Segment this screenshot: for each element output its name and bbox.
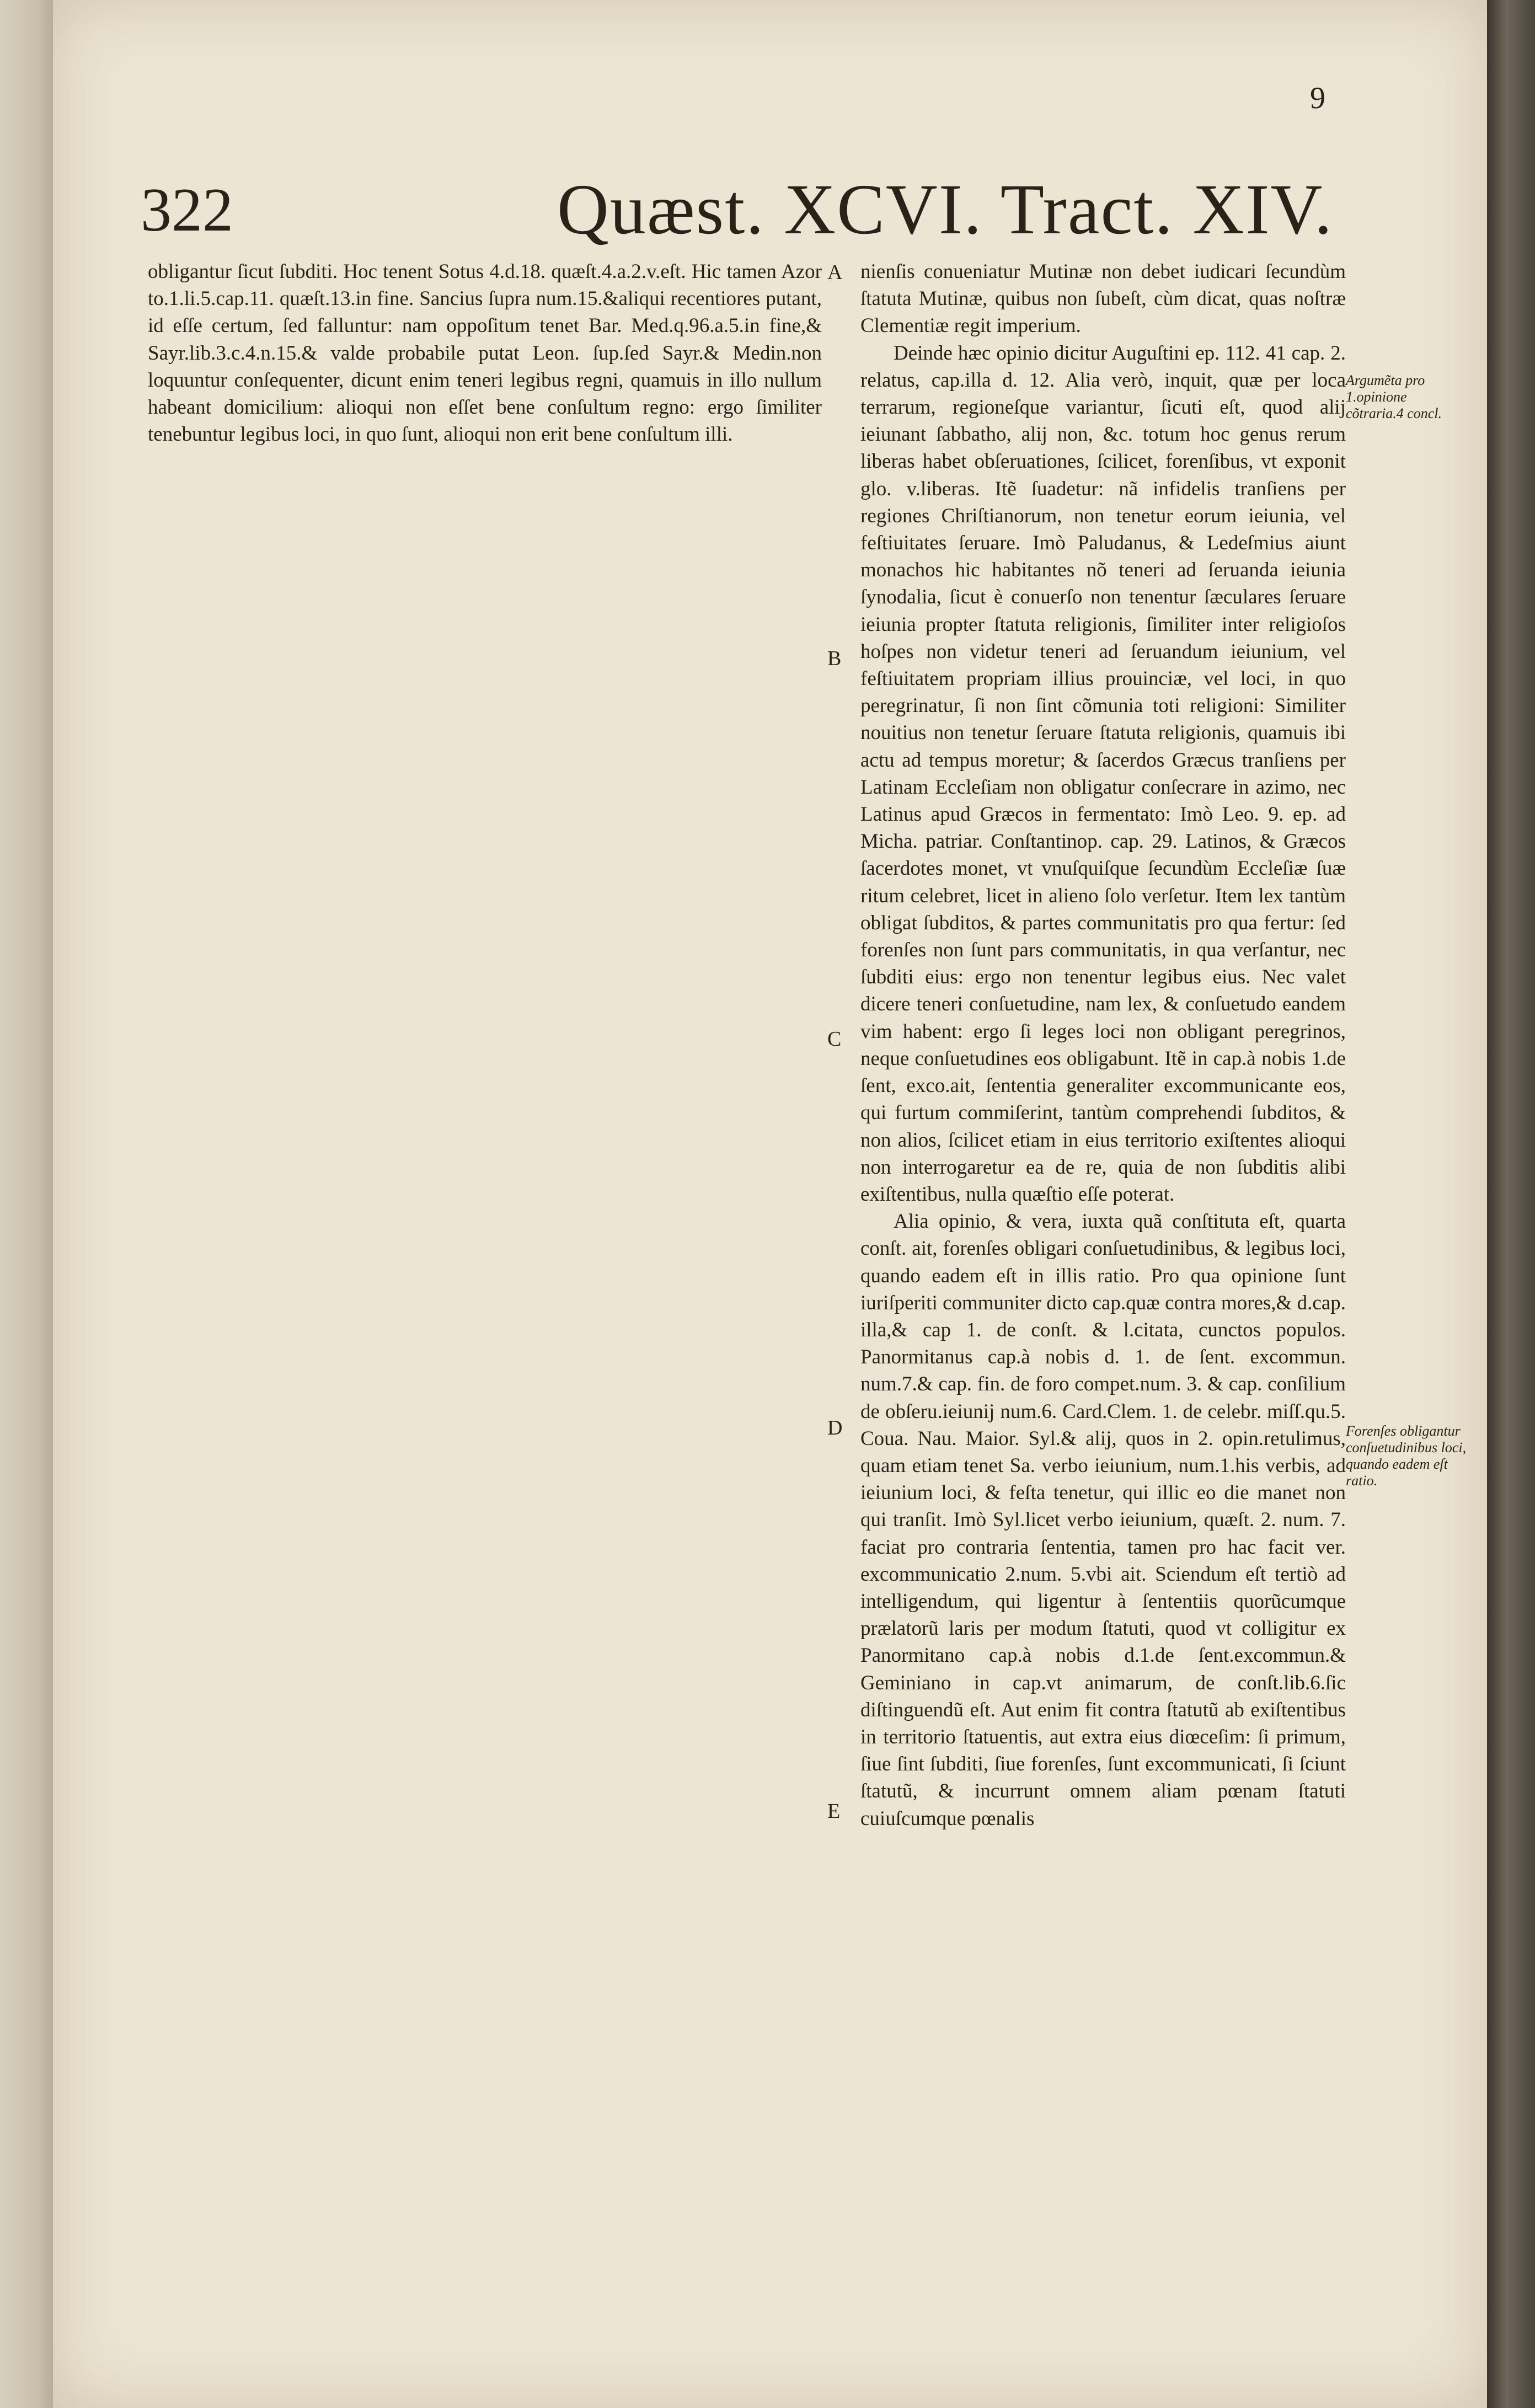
margin-note-2: Forenſes obligantur conſuetudinibus loci, quando eadem eſt ratio. [1346,1423,1467,1489]
section-letter-d: D [827,1416,843,1440]
section-letter-e: E [827,1800,841,1823]
section-letter-c: C [827,1028,842,1051]
right-paragraph-1: nienſis conueniatur Mutinæ non debet iudicari ſecundùm ſtatuta Mutinæ, quibus non ſubeſt, cùm dicat, quas noſtræ Clementiæ regit imperium. [860,260,1346,338]
book-edge [1487,0,1535,2408]
margin-note-1: Argumẽta pro 1.opinione cõtraria.4 concl. [1346,372,1442,421]
corner-mark: 9 [1310,81,1325,115]
running-title: Quæst. XCVI. Tract. XIV. [557,170,1334,249]
right-paragraph-2: Deinde hæc opinio dicitur Auguſtini ep. 112. 41 cap. 2. relatus, cap.illa d. 12. Alia verò, inquit, quæ per loca terrarum, regioneſque variantur, ſicuti eſt, quod alij ieiunant ſabbatho, alij non, &c. totum hoc genus rerum liberas habet obſeruationes, ſcilicet, forenſibus, vt exponit glo. v.liberas. Itẽ ſuadetur: nã infidelis tranſiens per regiones Chriſtianorum, non tenetur eorum ieiunia, vel feſtiuitates ſeruare. Imò Paludanus, & Ledeſmius aiunt monachos hic habitantes nõ teneri ad ſeruanda ieiunia ſynodalia, ſicut è conuerſo non tenentur ſæculares ſeruare ieiunia propter ſtatuta religionis, ſimiliter inter religioſos hoſpes non videtur teneri ad ſeruandum ieiunium, vel feſtiuitatem propriam illius prouinciæ, vel loci, in quo peregrinatur, ſi non ſint cõmunia toti religioni: Similiter nouitius non tenetur ſeruare ſtatuta religionis, quamuis ibi actu ad tempus moretur; & ſacerdos Græcus tranſiens per Latinam Eccleſiam non obligatur conſecrare in azimo, nec Latinus apud Græcos in fermentato: Imò Leo. 9. ep. ad Micha. patriar. Conſtantinop. cap. 29. Latinos, & Græcos ſacerdotes monet, vt vnuſquiſque ſecundùm Eccleſiæ ſuæ ritum celebret, licet in alieno ſolo verſetur. Item lex tantùm obligat ſubditos, & partes communitatis pro qua fertur: ſed forenſes non ſunt pars communitatis, in qua verſantur, nec ſubditi eius: ergo non tenentur legibus eius. Nec valet dicere teneri conſuetudine, nam lex, & conſuetudo eandem vim habent: ergo ſi leges loci non obligant peregrinos, neque conſuetudines eos obligabunt. Itẽ in cap.à nobis 1.de ſent, exco.ait, ſententia generaliter excommunicante eos, qui furtum commiſerint, tantùm comprehendi ſubditos, & non alios, ſcilicet etiam in eius territorio exiſtentes alioqui non interrogaretur ea de re, quia de non ſubditis alibi exiſtentibus, nulla quæſtio eſſe poterat. [860,341,1346,1206]
left-paragraph-1: obligantur ſicut ſubditi. Hoc tenent Sotus 4.d.18. quæſt.4.a.2.v.eſt. Hic tamen Azor to.1.li.5.cap.11. quæſt.13.in fine. Sancius ſupra num.15.&aliqui recentiores putant, id eſſe certum, ſed falluntur: nam oppoſitum tenet Bar. Med.q.96.a.5.in fine,& Sayr.lib.3.c.4.n.15.& valde probabile putat Leon. ſup.ſed Sayr.& Medin.non loquuntur conſequenter, dicunt enim teneri legibus regni, quamuis in illo nullum habeant domicilium: alioqui non eſſet bene conſultum regno: ergo ſimiliter tenebuntur legibus loci, in quo ſunt, alioqui non erit bene conſultum illi. [148,260,822,446]
page-gutter [0,0,53,2408]
right-column [860,258,1346,1832]
left-column [148,258,822,448]
section-letter-a: A [827,261,843,284]
right-paragraph-3: Alia opinio, & vera, iuxta quã conſtituta eſt, quarta conſt. ait, forenſes obligari conſuetudinibus, & legibus loci, quando eadem eſt in illis ratio. Pro qua opinione ſunt iuriſperiti communiter dicto cap.quæ contra mores,& d.cap. illa,& cap 1. de conſt. & l.citata, cunctos populos. Panormitanus cap.à nobis d. 1. de ſent. excommun. num.7.& cap. fin. de foro compet.num. 3. & cap. conſilium de obſeru.ieiunij num.6. Card.Clem. 1. de celebr. miſſ.qu.5. Coua. Nau. Maior. Syl.& alij, quos in 2. opin.retulimus, quam etiam tenet Sa. verbo ieiunium, num.1.his verbis, ad ieiunium loci, & feſta tenetur, qui illic eo die manet non qui tranſit. Imò Syl.licet verbo ieiunium, quæſt. 2. num. 7. faciat pro contraria ſententia, tamen pro hac facit ver. excommunicatio 2.num. 5.vbi ait. Sciendum eſt tertiò ad intelligendum, qui ligentur à ſententiis quorũcumque prælatorũ laris per modum ſtatuti, quod vt colligitur ex Panormitano cap.à nobis d.1.de ſent.excommun.& Geminiano in cap.vt animarum, de conſt.lib.6.ſic diſtinguendũ eſt. Aut enim fit contra ſtatutũ ab exiſtentibus in territorio ſtatuentis, aut extra eius diœceſim: ſi primum, ſiue ſint ſubditi, ſiue forenſes, ſunt excommunicati, ſi ſciunt ſtatutũ, & incurrunt omnem aliam pœnam ſtatuti cuiuſcumque pœnalis [860,1210,1346,1830]
page-number: 322 [141,176,233,244]
section-letter-b: B [827,647,842,670]
